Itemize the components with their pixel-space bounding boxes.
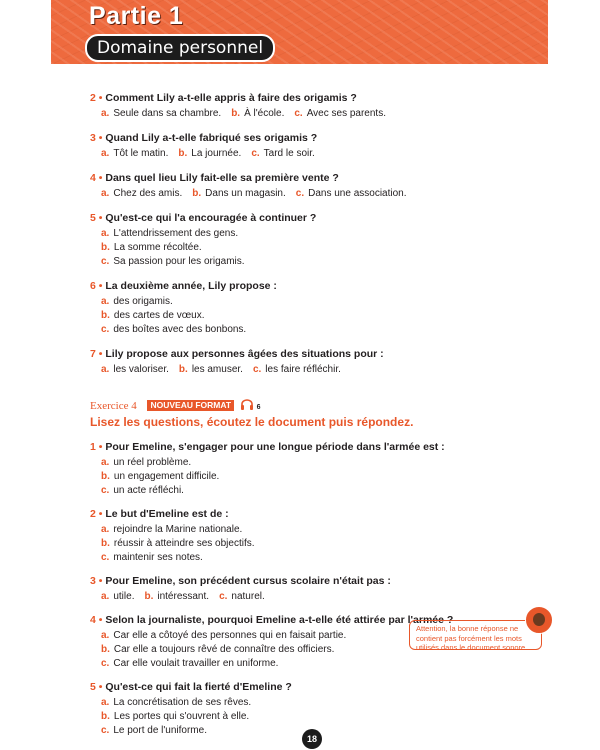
answer-options <box>90 295 530 337</box>
option-letter: b. <box>101 310 110 321</box>
option-letter: c. <box>101 725 110 736</box>
option-text: À l'école. <box>244 108 285 119</box>
answer-option[interactable] <box>294 108 386 119</box>
option-text: Sa passion pour les origamis. <box>113 256 245 267</box>
exercise-4-questions <box>90 441 530 738</box>
option-letter: b. <box>101 471 110 482</box>
option-text: Chez des amis. <box>113 188 183 199</box>
question-block <box>90 172 530 201</box>
option-letter: b. <box>192 188 202 199</box>
option-letter: c. <box>101 552 110 563</box>
answer-option[interactable] <box>101 538 255 549</box>
question-line <box>90 132 530 145</box>
option-text: Avec ses parents. <box>306 108 386 119</box>
question-number: 6 <box>90 280 96 292</box>
bullet-icon: • <box>95 212 106 224</box>
bullet-icon: • <box>95 441 106 453</box>
option-text: Tôt le matin. <box>113 148 169 159</box>
answer-option[interactable] <box>101 591 134 602</box>
option-text: des cartes de vœux. <box>113 310 205 321</box>
option-row <box>101 295 530 309</box>
question-block <box>90 132 530 161</box>
option-row <box>101 523 530 537</box>
option-text: les faire réfléchir. <box>265 364 341 375</box>
exercise-title: Exercice 4 <box>90 400 137 412</box>
option-text: Seule dans sa chambre. <box>113 108 222 119</box>
option-row <box>101 255 530 269</box>
question-number: 4 <box>90 172 96 184</box>
option-text: Les portes qui s'ouvrent à elle. <box>113 711 250 722</box>
option-text: La concrétisation de ses rêves. <box>113 697 252 708</box>
option-letter: c. <box>295 188 305 199</box>
question-number: 2 <box>90 92 96 104</box>
answer-option[interactable] <box>144 591 209 602</box>
option-letter: b. <box>101 242 110 253</box>
answer-option[interactable] <box>192 188 286 199</box>
question-text: Comment Lily a-t-elle appris à faire des origamis ? <box>105 92 357 104</box>
option-text: rejoindre la Marine nationale. <box>113 524 243 535</box>
option-letter: a. <box>101 108 110 119</box>
option-text: maintenir ses notes. <box>113 552 203 563</box>
option-letter: a. <box>101 524 110 535</box>
option-row <box>101 484 530 498</box>
question-text: La deuxième année, Lily propose : <box>105 280 277 292</box>
answer-option[interactable] <box>101 256 245 267</box>
question-block <box>90 348 530 377</box>
question-text: Quand Lily a-t-elle fabriqué ses origamis ? <box>105 132 318 144</box>
option-text: des origamis. <box>113 296 173 307</box>
answer-option[interactable] <box>178 148 241 159</box>
new-format-badge: NOUVEAU FORMAT <box>147 400 234 411</box>
option-letter: c. <box>294 108 303 119</box>
question-number: 5 <box>90 212 96 224</box>
answer-option[interactable] <box>219 591 265 602</box>
page-number: 18 <box>302 729 322 749</box>
question-block <box>90 280 530 337</box>
option-row <box>101 323 530 337</box>
bullet-icon: • <box>95 92 106 104</box>
option-row <box>101 309 530 323</box>
answer-options <box>90 187 530 201</box>
question-block <box>90 441 530 498</box>
option-row <box>101 363 530 377</box>
option-text: les amuser. <box>191 364 243 375</box>
option-text: un engagement difficile. <box>113 471 220 482</box>
track-number: 6 <box>256 404 261 411</box>
bullet-icon: • <box>95 575 106 587</box>
option-row <box>101 696 530 710</box>
option-row <box>101 537 530 551</box>
option-row <box>101 590 530 604</box>
question-text: Pour Emeline, son précédent cursus scolaire n'était pas : <box>105 575 391 587</box>
option-letter: b. <box>101 644 110 655</box>
answer-option[interactable] <box>101 485 184 496</box>
question-text: Qu'est-ce qui fait la fierté d'Emeline ? <box>105 681 292 693</box>
bullet-icon: • <box>95 614 106 626</box>
answer-option[interactable] <box>101 711 249 722</box>
answer-option[interactable] <box>101 310 204 321</box>
option-letter: a. <box>101 591 110 602</box>
option-text: Tard le soir. <box>263 148 315 159</box>
avatar-icon <box>525 606 553 634</box>
question-block <box>90 575 530 604</box>
question-line <box>90 681 530 694</box>
option-letter: a. <box>101 697 110 708</box>
answer-option[interactable] <box>296 188 407 199</box>
option-text: La journée. <box>191 148 242 159</box>
question-line <box>90 348 530 361</box>
question-number: 7 <box>90 348 96 360</box>
answer-option[interactable] <box>101 242 202 253</box>
question-block <box>90 212 530 269</box>
avatar-face <box>533 613 545 626</box>
option-row <box>101 551 530 565</box>
option-row <box>101 657 530 671</box>
answer-option[interactable] <box>101 148 168 159</box>
option-row <box>101 241 530 255</box>
bullet-icon: • <box>95 681 106 693</box>
question-block <box>90 92 530 121</box>
exercise-title-line <box>90 399 530 415</box>
answer-option[interactable] <box>253 364 341 375</box>
answer-options <box>90 107 530 121</box>
option-text: Car elle a toujours rêvé de connaître des officiers. <box>113 644 335 655</box>
question-line <box>90 172 530 185</box>
option-text: les valoriser. <box>113 364 169 375</box>
bullet-icon: • <box>95 132 106 144</box>
option-letter: c. <box>101 658 110 669</box>
option-letter: b. <box>231 108 241 119</box>
answer-option[interactable] <box>101 725 207 736</box>
question-line <box>90 575 530 588</box>
question-number: 2 <box>90 508 96 520</box>
attention-note: Attention, la bonne réponse ne contient pas forcément les mots utilisés dans le document sonore <box>409 620 542 650</box>
option-letter: a. <box>101 148 110 159</box>
answer-option[interactable] <box>101 364 169 375</box>
question-number: 4 <box>90 614 96 626</box>
option-letter: a. <box>101 457 110 468</box>
answer-options <box>90 523 530 565</box>
question-line <box>90 441 530 454</box>
answer-options <box>90 456 530 498</box>
question-text: Selon la journaliste, pourquoi Emeline a-t-elle été attirée par l'armée ? <box>105 614 454 626</box>
question-line <box>90 92 530 105</box>
option-text: Dans une association. <box>308 188 407 199</box>
option-text: un acte réfléchi. <box>113 485 184 496</box>
answer-option[interactable] <box>179 364 243 375</box>
option-row <box>101 710 530 724</box>
bullet-icon: • <box>95 172 106 184</box>
question-line <box>90 280 530 293</box>
question-text: Dans quel lieu Lily fait-elle sa première vente ? <box>105 172 339 184</box>
option-letter: b. <box>101 711 110 722</box>
option-letter: c. <box>101 324 110 335</box>
domain-label: Domaine personnel <box>85 34 275 62</box>
answer-options <box>90 227 530 269</box>
answer-option[interactable] <box>231 108 284 119</box>
option-letter: a. <box>101 630 110 641</box>
option-text: intéressant. <box>157 591 210 602</box>
answer-options <box>90 363 530 377</box>
option-text: Dans un magasin. <box>205 188 286 199</box>
answer-option[interactable] <box>101 188 182 199</box>
answer-option[interactable] <box>101 228 238 239</box>
option-text: naturel. <box>231 591 265 602</box>
option-letter: c. <box>219 591 228 602</box>
page-header <box>51 0 548 64</box>
option-letter: b. <box>144 591 154 602</box>
option-row <box>101 227 530 241</box>
bullet-icon: • <box>95 348 106 360</box>
option-letter: a. <box>101 228 110 239</box>
option-text: Le port de l'uniforme. <box>113 725 207 736</box>
option-letter: a. <box>101 364 110 375</box>
option-letter: b. <box>101 538 110 549</box>
option-text: Car elle a côtoyé des personnes qui en faisait partie. <box>113 630 347 641</box>
bullet-icon: • <box>95 280 106 292</box>
option-letter: b. <box>178 364 188 375</box>
question-text: Le but d'Emeline est de : <box>105 508 229 520</box>
answer-option[interactable] <box>101 644 334 655</box>
option-row <box>101 470 530 484</box>
answer-options <box>90 147 530 161</box>
option-row <box>101 456 530 470</box>
option-text: Car elle voulait travailler en uniforme. <box>113 658 279 669</box>
question-line <box>90 212 530 225</box>
bullet-icon: • <box>95 508 106 520</box>
option-letter: c. <box>101 256 110 267</box>
option-letter: c. <box>252 364 262 375</box>
question-block <box>90 508 530 565</box>
option-letter: a. <box>101 296 110 307</box>
question-number: 1 <box>90 441 96 453</box>
answer-options <box>90 590 530 604</box>
exercise-instruction: Lisez les questions, écoutez le document puis répondez. <box>90 415 414 429</box>
answer-option[interactable] <box>101 471 219 482</box>
answer-option[interactable] <box>101 296 173 307</box>
option-letter: b. <box>178 148 188 159</box>
option-letter: c. <box>251 148 260 159</box>
answer-option[interactable] <box>251 148 314 159</box>
answer-option[interactable] <box>101 324 246 335</box>
answer-option[interactable] <box>101 658 278 669</box>
answer-option[interactable] <box>101 630 346 641</box>
option-text: La somme récoltée. <box>113 242 202 253</box>
answer-option[interactable] <box>101 457 191 468</box>
question-text: Lily propose aux personnes âgées des situations pour : <box>105 348 384 360</box>
option-row <box>101 187 530 201</box>
question-number: 5 <box>90 681 96 693</box>
answer-option[interactable] <box>101 552 203 563</box>
part-title: Partie 1 <box>89 2 184 30</box>
question-text: Pour Emeline, s'engager pour une longue période dans l'armée est : <box>105 441 445 453</box>
question-number: 3 <box>90 575 96 587</box>
option-text: utile. <box>113 591 135 602</box>
option-letter: a. <box>101 188 110 199</box>
option-text: des boîtes avec des bonbons. <box>113 324 247 335</box>
option-text: réussir à atteindre ses objectifs. <box>113 538 255 549</box>
question-text: Qu'est-ce qui l'a encouragée à continuer ? <box>105 212 317 224</box>
question-line <box>90 508 530 521</box>
option-text: L'attendrissement des gens. <box>113 228 239 239</box>
answer-option[interactable] <box>101 697 251 708</box>
option-text: un réel problème. <box>113 457 192 468</box>
option-row <box>101 107 530 121</box>
headphones-icon[interactable] <box>240 399 254 410</box>
answer-option[interactable] <box>101 108 221 119</box>
question-number: 3 <box>90 132 96 144</box>
option-letter: c. <box>101 485 110 496</box>
answer-option[interactable] <box>101 524 242 535</box>
option-row <box>101 147 530 161</box>
exercise-4-header <box>90 399 530 430</box>
section-questions <box>90 92 530 377</box>
